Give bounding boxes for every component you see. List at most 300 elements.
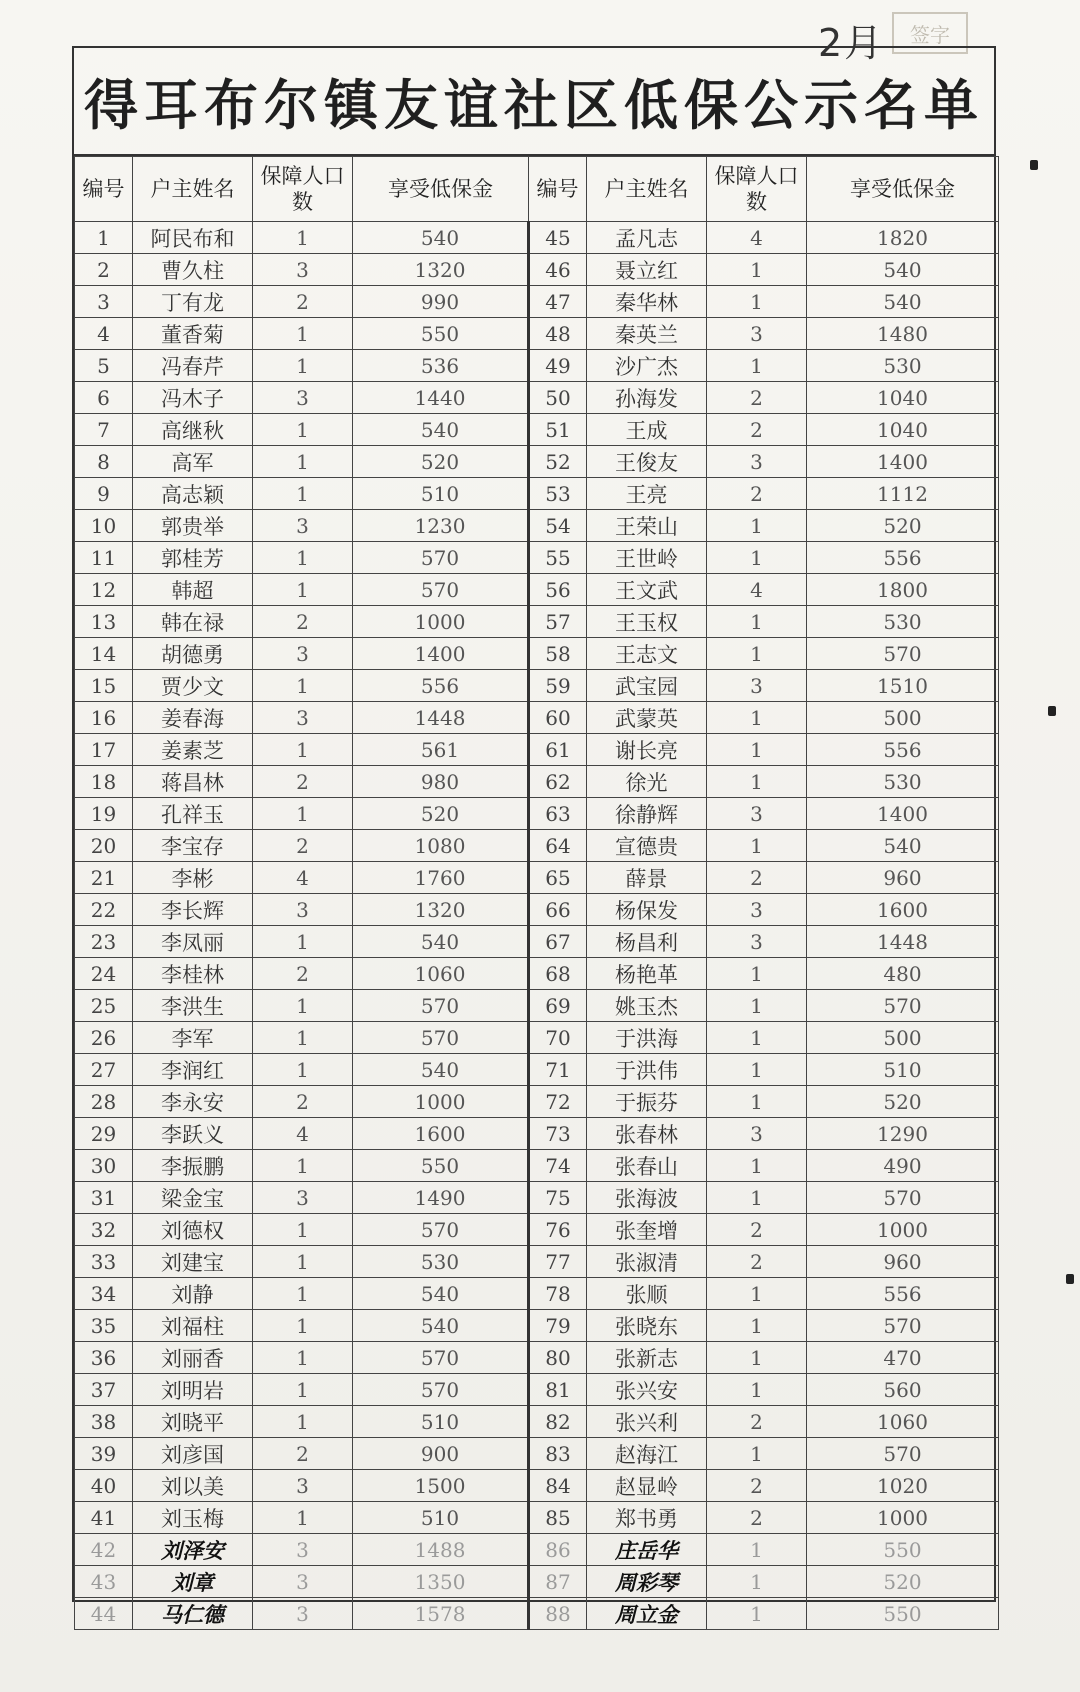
- row-number: 53: [529, 478, 587, 510]
- row-number: 70: [529, 1022, 587, 1054]
- household-head-name: 李宝存: [133, 830, 253, 862]
- covered-persons: 3: [253, 510, 353, 542]
- household-head-name: 张晓东: [587, 1310, 707, 1342]
- covered-persons: 1: [253, 1214, 353, 1246]
- row-number: 47: [529, 286, 587, 318]
- household-head-name: 张新志: [587, 1342, 707, 1374]
- subsidy-amount: 490: [807, 1150, 999, 1182]
- covered-persons: 4: [253, 1118, 353, 1150]
- covered-persons: 1: [707, 510, 807, 542]
- household-head-name: 刘福柱: [133, 1310, 253, 1342]
- household-head-name: 李军: [133, 1022, 253, 1054]
- row-number: 15: [75, 670, 133, 702]
- household-head-name: 姜春海: [133, 702, 253, 734]
- subsidy-amount: 570: [353, 1214, 529, 1246]
- covered-persons: 1: [253, 1502, 353, 1534]
- household-head-name: 张兴安: [587, 1374, 707, 1406]
- household-head-name: 王志文: [587, 638, 707, 670]
- roster-table: [74, 156, 999, 1630]
- covered-persons: 2: [707, 382, 807, 414]
- row-number: 57: [529, 606, 587, 638]
- table-row: [75, 1054, 999, 1086]
- subsidy-amount: 1230: [353, 510, 529, 542]
- covered-persons: 2: [253, 830, 353, 862]
- household-head-name: 张海波: [587, 1182, 707, 1214]
- covered-persons: 3: [253, 638, 353, 670]
- household-head-name: 刘静: [133, 1278, 253, 1310]
- subsidy-amount: 540: [807, 286, 999, 318]
- subsidy-amount: 510: [807, 1054, 999, 1086]
- row-number: 76: [529, 1214, 587, 1246]
- margin-mark: [1030, 160, 1038, 170]
- covered-persons: 1: [707, 1310, 807, 1342]
- household-head-name: 王荣山: [587, 510, 707, 542]
- household-head-name: 王成: [587, 414, 707, 446]
- subsidy-amount: 570: [807, 1438, 999, 1470]
- covered-persons: 1: [253, 574, 353, 606]
- covered-persons: 1: [253, 1374, 353, 1406]
- row-number: 30: [75, 1150, 133, 1182]
- row-number: 68: [529, 958, 587, 990]
- household-head-name: 高志颖: [133, 478, 253, 510]
- covered-persons: 3: [707, 670, 807, 702]
- row-number: 64: [529, 830, 587, 862]
- household-head-name: 李洪生: [133, 990, 253, 1022]
- covered-persons: 3: [707, 318, 807, 350]
- covered-persons: 2: [707, 1502, 807, 1534]
- row-number: 67: [529, 926, 587, 958]
- household-head-name: 孟凡志: [587, 222, 707, 254]
- covered-persons: 1: [253, 478, 353, 510]
- covered-persons: 2: [253, 766, 353, 798]
- row-number: 83: [529, 1438, 587, 1470]
- household-head-name: 王文武: [587, 574, 707, 606]
- row-number: 52: [529, 446, 587, 478]
- household-head-name: 丁有龙: [133, 286, 253, 318]
- covered-persons: 1: [253, 1342, 353, 1374]
- subsidy-amount: 1040: [807, 382, 999, 414]
- covered-persons: 3: [253, 1534, 353, 1566]
- household-head-name: 武蒙英: [587, 702, 707, 734]
- col-header-number: 编号: [529, 157, 587, 222]
- covered-persons: 1: [253, 670, 353, 702]
- row-number: 21: [75, 862, 133, 894]
- subsidy-amount: 570: [807, 1182, 999, 1214]
- household-head-name: 刘玉梅: [133, 1502, 253, 1534]
- covered-persons: 1: [253, 1150, 353, 1182]
- household-head-name: 郭桂芳: [133, 542, 253, 574]
- subsidy-amount: 1448: [353, 702, 529, 734]
- subsidy-amount: 1500: [353, 1470, 529, 1502]
- covered-persons: 1: [253, 1278, 353, 1310]
- row-number: 84: [529, 1470, 587, 1502]
- subsidy-amount: 560: [807, 1374, 999, 1406]
- table-row: [75, 862, 999, 894]
- row-number: 1: [75, 222, 133, 254]
- row-number: 58: [529, 638, 587, 670]
- row-number: 40: [75, 1470, 133, 1502]
- table-row: [75, 318, 999, 350]
- household-head-name: 郑书勇: [587, 1502, 707, 1534]
- subsidy-amount: 510: [353, 478, 529, 510]
- subsidy-amount: 570: [353, 1022, 529, 1054]
- table-row: [75, 1534, 999, 1566]
- household-head-name: 阿民布和: [133, 222, 253, 254]
- household-head-name: 刘丽香: [133, 1342, 253, 1374]
- household-head-name: 张淑清: [587, 1246, 707, 1278]
- col-header-persons: 保障人口数: [707, 157, 807, 222]
- household-head-name: 董香菊: [133, 318, 253, 350]
- covered-persons: 3: [707, 446, 807, 478]
- subsidy-amount: 510: [353, 1502, 529, 1534]
- household-head-name: 王世岭: [587, 542, 707, 574]
- subsidy-amount: 570: [807, 990, 999, 1022]
- household-head-name: 曹久柱: [133, 254, 253, 286]
- row-number: 4: [75, 318, 133, 350]
- subsidy-amount: 570: [353, 542, 529, 574]
- table-row: [75, 1374, 999, 1406]
- household-head-name: 于洪伟: [587, 1054, 707, 1086]
- household-head-name: 于洪海: [587, 1022, 707, 1054]
- table-row: [75, 478, 999, 510]
- household-head-name: 刘章: [133, 1566, 253, 1598]
- covered-persons: 4: [707, 574, 807, 606]
- household-head-name: 李彬: [133, 862, 253, 894]
- covered-persons: 3: [707, 1118, 807, 1150]
- covered-persons: 1: [707, 1438, 807, 1470]
- subsidy-amount: 550: [807, 1598, 999, 1630]
- covered-persons: 2: [707, 1214, 807, 1246]
- covered-persons: 3: [707, 926, 807, 958]
- subsidy-amount: 1578: [353, 1598, 529, 1630]
- household-head-name: 马仁德: [133, 1598, 253, 1630]
- subsidy-amount: 500: [807, 702, 999, 734]
- household-head-name: 杨艳革: [587, 958, 707, 990]
- col-header-persons: 保障人口数: [253, 157, 353, 222]
- covered-persons: 2: [707, 478, 807, 510]
- covered-persons: 2: [253, 286, 353, 318]
- covered-persons: 2: [707, 1470, 807, 1502]
- subsidy-amount: 1490: [353, 1182, 529, 1214]
- household-head-name: 张顺: [587, 1278, 707, 1310]
- row-number: 81: [529, 1374, 587, 1406]
- covered-persons: 2: [253, 1438, 353, 1470]
- covered-persons: 4: [707, 222, 807, 254]
- covered-persons: 2: [253, 1086, 353, 1118]
- row-number: 44: [75, 1598, 133, 1630]
- subsidy-amount: 550: [353, 1150, 529, 1182]
- row-number: 50: [529, 382, 587, 414]
- row-number: 11: [75, 542, 133, 574]
- table-header-row: [75, 157, 999, 222]
- covered-persons: 3: [253, 1566, 353, 1598]
- covered-persons: 1: [253, 1406, 353, 1438]
- covered-persons: 2: [707, 1406, 807, 1438]
- household-head-name: 刘明岩: [133, 1374, 253, 1406]
- table-row: [75, 1438, 999, 1470]
- household-head-name: 于振芬: [587, 1086, 707, 1118]
- subsidy-amount: 550: [807, 1534, 999, 1566]
- table-row: [75, 1246, 999, 1278]
- subsidy-amount: 960: [807, 1246, 999, 1278]
- table-row: [75, 1118, 999, 1150]
- row-number: 9: [75, 478, 133, 510]
- household-head-name: 郭贵举: [133, 510, 253, 542]
- month-note: 2月: [818, 21, 885, 65]
- col-header-amount: 享受低保金: [353, 157, 529, 222]
- household-head-name: 李振鹏: [133, 1150, 253, 1182]
- subsidy-amount: 470: [807, 1342, 999, 1374]
- row-number: 48: [529, 318, 587, 350]
- covered-persons: 1: [707, 734, 807, 766]
- row-number: 87: [529, 1566, 587, 1598]
- covered-persons: 1: [253, 1246, 353, 1278]
- table-row: [75, 286, 999, 318]
- table-row: [75, 830, 999, 862]
- household-head-name: 孙海发: [587, 382, 707, 414]
- subsidy-amount: 530: [807, 350, 999, 382]
- subsidy-amount: 500: [807, 1022, 999, 1054]
- row-number: 75: [529, 1182, 587, 1214]
- table-row: [75, 606, 999, 638]
- subsidy-amount: 1020: [807, 1470, 999, 1502]
- covered-persons: 1: [707, 1566, 807, 1598]
- subsidy-amount: 570: [353, 1374, 529, 1406]
- subsidy-amount: 1820: [807, 222, 999, 254]
- household-head-name: 梁金宝: [133, 1182, 253, 1214]
- table-row: [75, 638, 999, 670]
- household-head-name: 韩超: [133, 574, 253, 606]
- covered-persons: 1: [707, 1374, 807, 1406]
- household-head-name: 姜素芝: [133, 734, 253, 766]
- household-head-name: 王玉权: [587, 606, 707, 638]
- row-number: 13: [75, 606, 133, 638]
- table-row: [75, 1310, 999, 1342]
- row-number: 3: [75, 286, 133, 318]
- subsidy-amount: 540: [353, 414, 529, 446]
- household-head-name: 张春林: [587, 1118, 707, 1150]
- covered-persons: 1: [707, 766, 807, 798]
- covered-persons: 3: [253, 254, 353, 286]
- household-head-name: 薛景: [587, 862, 707, 894]
- roster-sheet: [72, 46, 996, 1627]
- covered-persons: 1: [707, 1150, 807, 1182]
- subsidy-amount: 990: [353, 286, 529, 318]
- subsidy-amount: 1000: [353, 606, 529, 638]
- subsidy-amount: 1000: [807, 1502, 999, 1534]
- covered-persons: 3: [253, 382, 353, 414]
- covered-persons: 1: [707, 1022, 807, 1054]
- row-number: 60: [529, 702, 587, 734]
- subsidy-amount: 510: [353, 1406, 529, 1438]
- subsidy-amount: 530: [807, 766, 999, 798]
- row-number: 65: [529, 862, 587, 894]
- table-row: [75, 702, 999, 734]
- covered-persons: 1: [253, 990, 353, 1022]
- col-header-name: 户主姓名: [587, 157, 707, 222]
- household-head-name: 杨昌利: [587, 926, 707, 958]
- page-title: 得耳布尔镇友谊社区低保公示名单: [74, 48, 994, 156]
- covered-persons: 1: [707, 702, 807, 734]
- row-number: 23: [75, 926, 133, 958]
- subsidy-amount: 520: [807, 1086, 999, 1118]
- table-row: [75, 574, 999, 606]
- table-row: [75, 734, 999, 766]
- covered-persons: 1: [253, 1054, 353, 1086]
- row-number: 27: [75, 1054, 133, 1086]
- subsidy-amount: 1320: [353, 254, 529, 286]
- row-number: 74: [529, 1150, 587, 1182]
- household-head-name: 李润红: [133, 1054, 253, 1086]
- margin-mark: [1048, 706, 1056, 716]
- covered-persons: 1: [707, 638, 807, 670]
- table-row: [75, 222, 999, 254]
- row-number: 28: [75, 1086, 133, 1118]
- subsidy-amount: 570: [807, 638, 999, 670]
- row-number: 59: [529, 670, 587, 702]
- household-head-name: 张兴利: [587, 1406, 707, 1438]
- col-header-name: 户主姓名: [133, 157, 253, 222]
- table-row: [75, 446, 999, 478]
- household-head-name: 蒋昌林: [133, 766, 253, 798]
- subsidy-amount: 570: [353, 574, 529, 606]
- subsidy-amount: 570: [353, 1342, 529, 1374]
- subsidy-amount: 1112: [807, 478, 999, 510]
- household-head-name: 姚玉杰: [587, 990, 707, 1022]
- household-head-name: 宣德贵: [587, 830, 707, 862]
- row-number: 80: [529, 1342, 587, 1374]
- household-head-name: 武宝园: [587, 670, 707, 702]
- household-head-name: 李凤丽: [133, 926, 253, 958]
- covered-persons: 3: [253, 702, 353, 734]
- subsidy-amount: 980: [353, 766, 529, 798]
- row-number: 6: [75, 382, 133, 414]
- household-head-name: 庄岳华: [587, 1534, 707, 1566]
- subsidy-amount: 570: [353, 990, 529, 1022]
- row-number: 79: [529, 1310, 587, 1342]
- table-row: [75, 1278, 999, 1310]
- row-number: 72: [529, 1086, 587, 1118]
- subsidy-amount: 540: [353, 1310, 529, 1342]
- household-head-name: 刘彦国: [133, 1438, 253, 1470]
- household-head-name: 李桂林: [133, 958, 253, 990]
- subsidy-amount: 1760: [353, 862, 529, 894]
- subsidy-amount: 1000: [353, 1086, 529, 1118]
- covered-persons: 1: [707, 286, 807, 318]
- covered-persons: 1: [253, 1022, 353, 1054]
- covered-persons: 1: [253, 414, 353, 446]
- household-head-name: 秦华林: [587, 286, 707, 318]
- table-row: [75, 894, 999, 926]
- subsidy-amount: 556: [807, 734, 999, 766]
- household-head-name: 周彩琴: [587, 1566, 707, 1598]
- table-row: [75, 670, 999, 702]
- subsidy-amount: 1510: [807, 670, 999, 702]
- row-number: 14: [75, 638, 133, 670]
- row-number: 35: [75, 1310, 133, 1342]
- table-row: [75, 382, 999, 414]
- household-head-name: 王俊友: [587, 446, 707, 478]
- row-number: 51: [529, 414, 587, 446]
- household-head-name: 冯木子: [133, 382, 253, 414]
- row-number: 29: [75, 1118, 133, 1150]
- household-head-name: 韩在禄: [133, 606, 253, 638]
- covered-persons: 1: [253, 446, 353, 478]
- row-number: 71: [529, 1054, 587, 1086]
- household-head-name: 刘晓平: [133, 1406, 253, 1438]
- row-number: 12: [75, 574, 133, 606]
- household-head-name: 李跃义: [133, 1118, 253, 1150]
- subsidy-amount: 1600: [353, 1118, 529, 1150]
- covered-persons: 3: [707, 798, 807, 830]
- household-head-name: 李长辉: [133, 894, 253, 926]
- covered-persons: 1: [707, 990, 807, 1022]
- row-number: 41: [75, 1502, 133, 1534]
- row-number: 17: [75, 734, 133, 766]
- household-head-name: 张奎增: [587, 1214, 707, 1246]
- covered-persons: 1: [707, 1598, 807, 1630]
- table-row: [75, 350, 999, 382]
- subsidy-amount: 1320: [353, 894, 529, 926]
- subsidy-amount: 1040: [807, 414, 999, 446]
- table-row: [75, 1598, 999, 1630]
- col-header-number: 编号: [75, 157, 133, 222]
- col-header-amount: 享受低保金: [807, 157, 999, 222]
- household-head-name: 高军: [133, 446, 253, 478]
- row-number: 43: [75, 1566, 133, 1598]
- household-head-name: 李永安: [133, 1086, 253, 1118]
- subsidy-amount: 540: [353, 222, 529, 254]
- subsidy-amount: 540: [353, 1054, 529, 1086]
- covered-persons: 1: [707, 1182, 807, 1214]
- row-number: 5: [75, 350, 133, 382]
- covered-persons: 1: [707, 1278, 807, 1310]
- row-number: 19: [75, 798, 133, 830]
- covered-persons: 3: [253, 1470, 353, 1502]
- table-row: [75, 1470, 999, 1502]
- household-head-name: 高继秋: [133, 414, 253, 446]
- row-number: 78: [529, 1278, 587, 1310]
- table-row: [75, 1406, 999, 1438]
- subsidy-amount: 556: [807, 542, 999, 574]
- covered-persons: 1: [253, 926, 353, 958]
- covered-persons: 1: [253, 318, 353, 350]
- household-head-name: 沙广杰: [587, 350, 707, 382]
- household-head-name: 刘泽安: [133, 1534, 253, 1566]
- row-number: 69: [529, 990, 587, 1022]
- subsidy-amount: 900: [353, 1438, 529, 1470]
- subsidy-amount: 556: [353, 670, 529, 702]
- row-number: 61: [529, 734, 587, 766]
- household-head-name: 秦英兰: [587, 318, 707, 350]
- row-number: 25: [75, 990, 133, 1022]
- household-head-name: 徐光: [587, 766, 707, 798]
- household-head-name: 孔祥玉: [133, 798, 253, 830]
- subsidy-amount: 1290: [807, 1118, 999, 1150]
- household-head-name: 刘德权: [133, 1214, 253, 1246]
- subsidy-amount: 1480: [807, 318, 999, 350]
- subsidy-amount: 540: [807, 830, 999, 862]
- subsidy-amount: 540: [807, 254, 999, 286]
- covered-persons: 1: [707, 606, 807, 638]
- covered-persons: 2: [707, 1246, 807, 1278]
- row-number: 85: [529, 1502, 587, 1534]
- subsidy-amount: 520: [353, 446, 529, 478]
- row-number: 34: [75, 1278, 133, 1310]
- row-number: 63: [529, 798, 587, 830]
- covered-persons: 2: [707, 862, 807, 894]
- covered-persons: 2: [253, 606, 353, 638]
